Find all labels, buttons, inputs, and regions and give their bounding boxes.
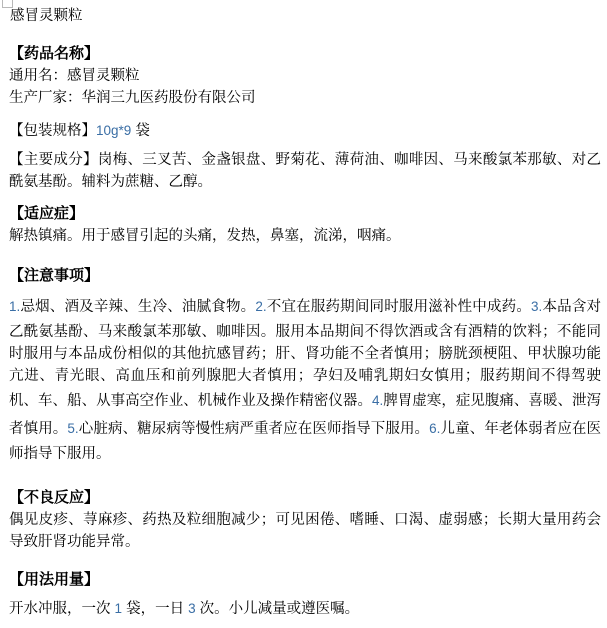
precaution-5-text: 心脏病、糖尿病等慢性病严重者应在医师指导下服用。 <box>78 421 430 437</box>
dosage-heading: 【用法用量】 <box>9 571 100 588</box>
precaution-1-text: 忌烟、酒及辛辣、生冷、油腻食物。 <box>20 299 256 315</box>
precautions-text <box>9 293 601 465</box>
indications-text: 解热镇痛。用于感冒引起的头痛，发热，鼻塞，流涕，咽痛。 <box>9 228 401 244</box>
main-ingredients-heading: 【主要成分】 <box>9 152 98 168</box>
precaution-4-text: 脾胃虚寒，症见腹痛、喜暖、泄泻者慎用。 <box>9 393 602 437</box>
package-spec-value: 10g*9 <box>96 123 132 138</box>
manufacturer-line: 生产厂家：华润三九医药股份有限公司 <box>9 90 256 106</box>
precaution-4-number: 4. <box>371 393 384 408</box>
dosage-text <box>9 595 601 623</box>
precaution-5-number: 5. <box>67 421 79 436</box>
dosage-amount-number: 1 <box>114 601 123 616</box>
dosage-text-part-1: 开水冲服，一次 <box>9 601 115 617</box>
generic-name-line: 通用名：感冒灵颗粒 <box>9 68 140 84</box>
precaution-6-text: 儿童、年老体弱者应在医师指导下服用。 <box>9 421 602 462</box>
precaution-3-text: 本品含对乙酰氨基酚、马来酸氯苯那敏、咖啡因。服用本品期间不得饮酒或含有酒精的饮料；不能同时服用与本品成份相似的其他抗感冒药；肝、肾功能不全者慎用；膀胱颈梗阻、甲状腺功能亢进、青光眼、高血压和前列腺肥大者慎用；孕妇及哺乳期妇女慎用；服药期间不得驾驶机、车、船、从事高空作业、机械作业及操作精密仪器。 <box>9 299 602 409</box>
indications-heading: 【适应症】 <box>9 205 85 222</box>
anchor-box-artifact <box>2 0 13 8</box>
precaution-1-number: 1. <box>9 299 21 314</box>
section-dosage <box>9 569 601 623</box>
precautions-heading: 【注意事项】 <box>9 267 100 284</box>
adverse-reactions-text: 偶见皮疹、荨麻疹、药热及粒细胞减少；可见困倦、嗜睡、口渴、虚弱感；长期大量用药会导致肝肾功能异常。 <box>9 512 601 550</box>
dosage-text-part-3: 次。小儿减量或遵医嘱。 <box>195 601 360 617</box>
page-title: 感冒灵颗粒 <box>10 8 83 24</box>
dosage-frequency-number: 3 <box>188 601 196 616</box>
main-ingredients-text: 岗梅、三叉苦、金盏银盘、野菊花、薄荷油、咖啡因、马来酸氯苯那敏、对乙酰氨基酚。辅料为蔗糖、乙醇。 <box>9 152 602 190</box>
package-spec-heading: 【包装规格】 <box>9 123 96 139</box>
precaution-2-text: 不宜在服药期间同时服用滋补性中成药。 <box>266 299 532 315</box>
drug-name-heading: 【药品名称】 <box>9 45 100 62</box>
section-drug-name <box>9 43 601 109</box>
adverse-reactions-heading: 【不良反应】 <box>9 489 100 506</box>
package-spec-unit: 袋 <box>131 123 150 139</box>
precaution-2-number: 2. <box>255 299 267 314</box>
section-main-ingredients <box>9 149 601 193</box>
section-adverse-reactions <box>9 487 601 553</box>
dosage-text-part-2: 袋，一日 <box>122 601 189 617</box>
section-precautions <box>9 265 601 465</box>
precaution-6-number: 6. <box>429 421 441 436</box>
precaution-3-number: 3. <box>531 299 543 314</box>
section-package-spec <box>9 117 601 145</box>
section-indications <box>9 203 601 247</box>
